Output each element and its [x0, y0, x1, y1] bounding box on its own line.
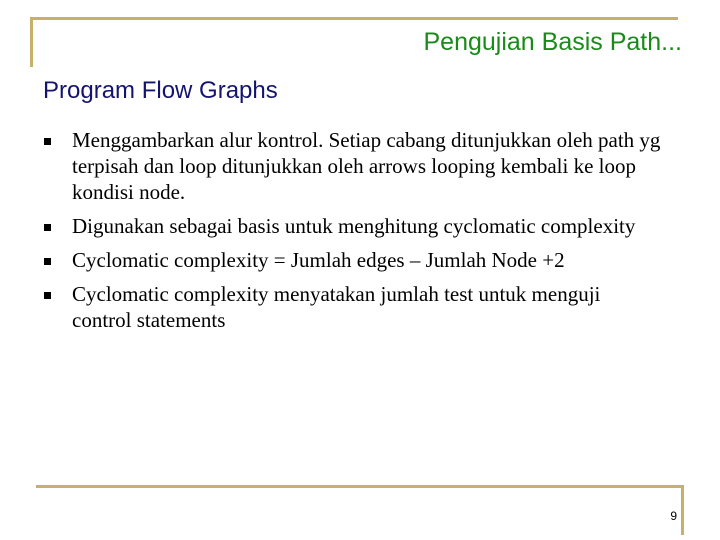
section-heading: Program Flow Graphs [43, 77, 278, 104]
page-number: 9 [670, 509, 677, 523]
square-bullet-icon [44, 292, 51, 299]
bullet-item [43, 281, 663, 333]
bullet-text: Cyclomatic complexity menyatakan jumlah test untuk menguji control statements [72, 282, 601, 332]
bullet-item [43, 247, 663, 273]
bullet-list [43, 127, 663, 333]
frame-top-border [30, 17, 678, 20]
frame-left-border [30, 17, 33, 67]
bullet-text: Menggambarkan alur kontrol. Setiap cabang ditunjukkan oleh path yg terpisah dan loop ditunjukkan oleh arrows looping kembali ke loop kondisi node. [72, 128, 661, 204]
bullet-text: Cyclomatic complexity = Jumlah edges – Jumlah Node +2 [72, 248, 565, 272]
square-bullet-icon [44, 224, 51, 231]
bullet-item [43, 213, 663, 239]
square-bullet-icon [44, 258, 51, 265]
square-bullet-icon [44, 138, 51, 145]
bullet-item [43, 127, 663, 205]
frame-right-border [681, 485, 684, 535]
slide-title: Pengujian Basis Path... [423, 28, 682, 56]
bullet-text: Digunakan sebagai basis untuk menghitung cyclomatic complexity [72, 214, 636, 238]
frame-bottom-border [36, 485, 684, 488]
